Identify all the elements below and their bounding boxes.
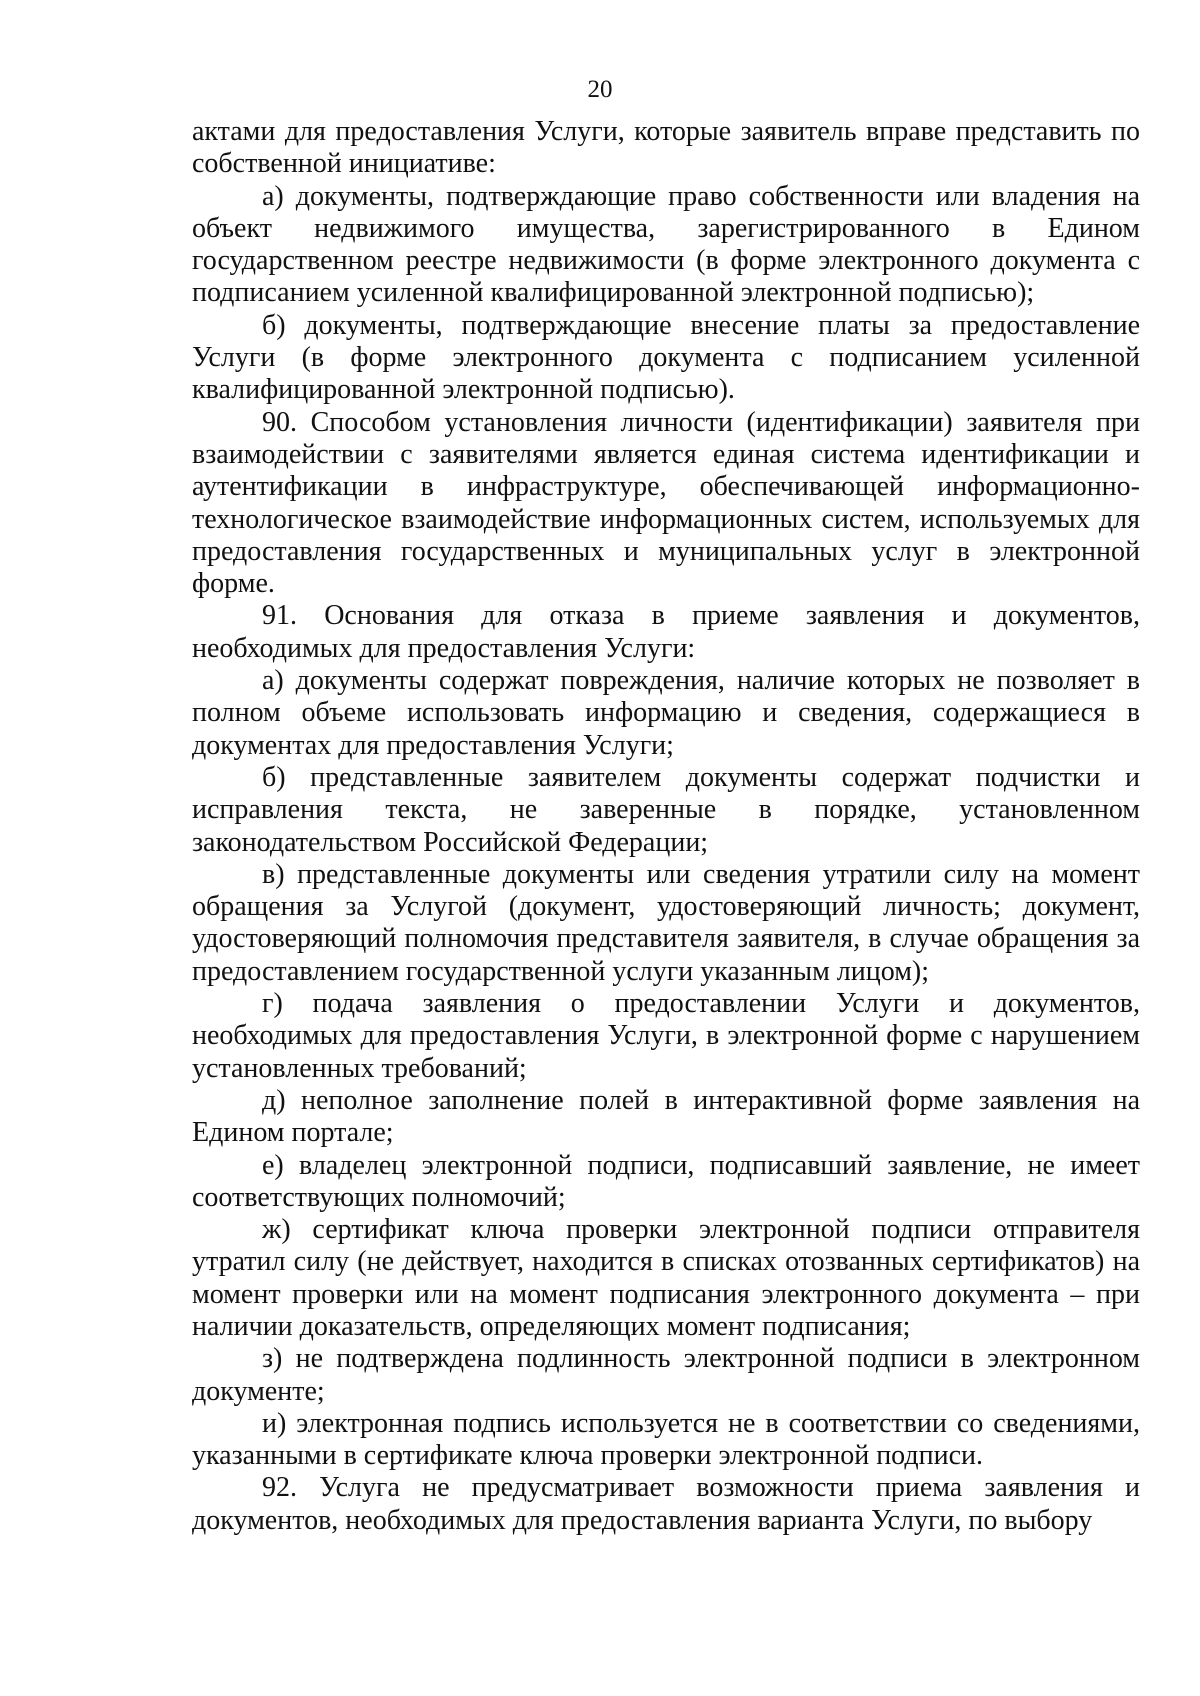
paragraph-91-item-e: е) владелец электронной подписи, подписавший заявление, не имеет соответствующих полномочий;	[192, 1149, 1140, 1213]
paragraph-item-a-ownership-docs: а) документы, подтверждающие право собственности или владения на объект недвижимого имущества, зарегистрированного в Едином государственном реестре недвижимости (в форме электронного документа с подписанием усиленной квалифицированной электронной подписью);	[192, 180, 1140, 309]
paragraph-91-item-d: д) неполное заполнение полей в интерактивной форме заявления на Едином портале;	[192, 1084, 1140, 1149]
paragraph-91-item-v: в) представленные документы или сведения утратили силу на момент обращения за Услугой (документ, удостоверяющий личность; документ, удостоверяющий полномочия представителя заявителя, в случае обращения за предоставлением государственной услуги указанным лицом);	[192, 858, 1140, 987]
paragraph-91-item-z: з) не подтверждена подлинность электронной подписи в электронном документе;	[192, 1343, 1140, 1407]
paragraph-90-identification: 90. Способом установления личности (идентификации) заявителя при взаимодействии с заявителями является единая система идентификации и аутентификации в инфраструктуре, обеспечивающей информационно-технологическое взаимодействие информационных систем, используемых для предоставления государственных и муниципальных услуг в электронной форме.	[192, 406, 1140, 600]
document-body	[192, 116, 1140, 1537]
paragraph-continuation: актами для предоставления Услуги, которые заявитель вправе представить по собственной инициативе:	[192, 116, 1140, 180]
paragraph-91-refusal-grounds: 91. Основания для отказа в приеме заявления и документов, необходимых для предоставления Услуги:	[192, 600, 1140, 664]
paragraph-91-item-a: а) документы содержат повреждения, наличие которых не позволяет в полном объеме использовать информацию и сведения, содержащиеся в документах для предоставления Услуги;	[192, 665, 1140, 761]
paragraph-item-b-payment-docs: б) документы, подтверждающие внесение платы за предоставление Услуги (в форме электронного документа с подписанием усиленной квалифицированной электронной подписью).	[192, 309, 1140, 406]
paragraph-91-item-g: г) подача заявления о предоставлении Услуги и документов, необходимых для предоставления Услуги, в электронной форме с нарушением установленных требований;	[192, 988, 1140, 1084]
paragraph-91-item-zh: ж) сертификат ключа проверки электронной подписи отправителя утратил силу (не действует, находится в списках отозванных сертификатов) на момент проверки или на момент подписания электронного документа – при наличии доказательств, определяющих момент подписания;	[192, 1214, 1140, 1342]
paragraph-91-item-b: б) представленные заявителем документы содержат подчистки и исправления текста, не заверенные в порядке, установленном законодательством Российской Федерации;	[192, 761, 1140, 858]
page-number: 20	[587, 76, 613, 103]
paragraph-92-no-choice: 92. Услуга не предусматривает возможности приема заявления и документов, необходимых для предоставления варианта Услуги, по выбору	[192, 1472, 1140, 1536]
paragraph-91-item-i: и) электронная подпись используется не в соответствии со сведениями, указанными в сертификате ключа проверки электронной подписи.	[192, 1407, 1140, 1472]
